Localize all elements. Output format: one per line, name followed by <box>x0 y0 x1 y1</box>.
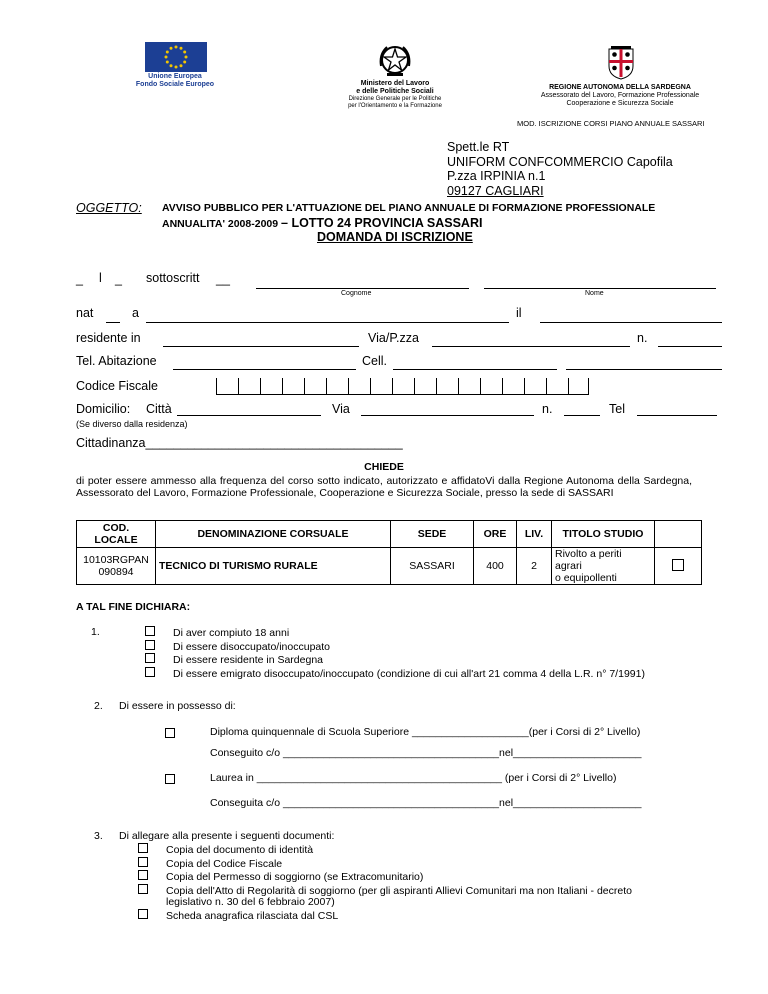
checkbox-permit-copy[interactable] <box>138 870 148 880</box>
residence-street-field[interactable] <box>432 346 630 347</box>
section-1-number: 1. <box>91 626 100 638</box>
gender-l: l <box>99 271 102 285</box>
col-header-education: TITOLO STUDIO <box>552 521 655 548</box>
domicile-city-field[interactable] <box>177 415 321 416</box>
domicile-street-field[interactable] <box>361 415 534 416</box>
home-phone-label: Tel. Abitazione <box>76 354 157 368</box>
cell-select <box>655 548 702 585</box>
list-item: Di aver compiuto 18 anni <box>145 626 645 640</box>
birthdate-field[interactable] <box>540 322 722 323</box>
attachments-list <box>138 843 632 922</box>
domicile-phone-field[interactable] <box>637 415 717 416</box>
list-item: Copia del Codice Fiscale <box>138 857 632 871</box>
birthplace-field[interactable] <box>146 322 509 323</box>
col-header-course: DENOMINAZIONE CORSUALE <box>156 521 391 548</box>
checkbox-diploma[interactable] <box>165 728 175 738</box>
eu-label: Unione Europea Fondo Sociale Europeo <box>135 73 215 88</box>
degree-obtained-field[interactable]: Conseguita c/o _____________________________________nel______________________ <box>210 797 642 809</box>
attachments-label: Di allegare alla presente i seguenti documenti: <box>119 830 335 842</box>
checkbox-age[interactable] <box>145 626 155 636</box>
course-table <box>76 520 702 585</box>
cell-hours: 400 <box>474 548 517 585</box>
declaration-list <box>145 626 645 680</box>
eu-flag-logo <box>145 42 207 72</box>
born-on-label: il <box>516 306 522 320</box>
mobile-label: Cell. <box>362 354 388 368</box>
gender-blank-1[interactable]: _ <box>76 272 83 286</box>
subject-line-2: ANNUALITA' 2008-2009 – LOTTO 24 PROVINCIA SASSARI <box>162 216 483 230</box>
col-header-select <box>655 521 702 548</box>
domicile-phone-label: Tel <box>609 402 625 416</box>
gender-blank-2[interactable]: _ <box>115 272 122 286</box>
phone-extra-field[interactable] <box>566 369 722 370</box>
ministry-label: Ministero del Lavoro e delle Politiche Sociali Direzione Generale per le Politiche per l'Orientamento e la Formazione <box>348 80 442 109</box>
list-item: Di essere residente in Sardegna <box>145 653 645 667</box>
domicile-street-label: Via <box>332 402 350 416</box>
list-item: Di essere disoccupato/inoccupato <box>145 640 645 654</box>
subject-line-1: AVVISO PUBBLICO PER L'ATTUAZIONE DEL PIANO ANNUALE DI FORMAZIONE PROFESSIONALE <box>162 202 656 214</box>
list-item: Copia dell'Atto di Regolarità di soggiorno (per gli aspiranti Allievi Comunitari ma non Italiani - decreto <box>138 884 632 898</box>
possession-label: Di essere in possesso di: <box>119 700 236 712</box>
domicile-number-label: n. <box>542 402 553 416</box>
degree-field[interactable]: Laurea in __________________________________________ (per i Corsi di 2° Livello) <box>210 772 617 784</box>
cell-site: SASSARI <box>391 548 474 585</box>
name-field[interactable] <box>484 288 716 289</box>
checkbox-csl-form[interactable] <box>138 909 148 919</box>
cell-course: TECNICO DI TURISMO RURALE <box>156 548 391 585</box>
checkbox-unemployed[interactable] <box>145 640 155 650</box>
document-title: DOMANDA DI ISCRIZIONE <box>317 230 473 244</box>
col-header-site: SEDE <box>391 521 474 548</box>
section-3-number: 3. <box>94 830 103 842</box>
surname-caption: Cognome <box>341 290 372 297</box>
checkbox-residence-act-copy[interactable] <box>138 884 148 894</box>
name-caption: Nome <box>585 290 604 297</box>
domicile-note: (Se diverso dalla residenza) <box>76 419 188 429</box>
checkbox-tax-code-copy[interactable] <box>138 857 148 867</box>
domicile-label: Domicilio: <box>76 402 131 416</box>
home-phone-field[interactable] <box>173 369 356 370</box>
diploma-obtained-field[interactable]: Conseguito c/o _____________________________________nel______________________ <box>210 747 642 759</box>
residence-number-field[interactable] <box>658 346 722 347</box>
cell-level: 2 <box>517 548 552 585</box>
sardinia-coat-of-arms-logo <box>606 46 636 80</box>
number-label: n. <box>637 331 648 345</box>
citizenship-field[interactable]: Cittadinanza_____________________________________ <box>76 436 403 450</box>
tax-code-boxes[interactable] <box>216 378 589 395</box>
list-item: Copia del Permesso di soggiorno (se Extracomunitario) <box>138 870 632 884</box>
born-label: nat <box>76 306 94 320</box>
list-item: Copia del documento di identità <box>138 843 632 857</box>
italian-emblem-logo <box>375 40 415 80</box>
list-item-continued: legislativo n. 30 del 6 febbraio 2007) <box>166 896 335 908</box>
born-at-label: a <box>132 306 139 320</box>
col-header-hours: ORE <box>474 521 517 548</box>
diploma-field[interactable]: Diploma quinquennale di Scuola Superiore ____________________(per i Corsi di 2° Livello) <box>210 726 641 738</box>
request-text: di poter essere ammesso alla frequenza del corso sotto indicato, autorizzato e affidatoVi dalla Regione Autonoma della Sardegna, Assessorato del Lavoro, Formazione Professionale, Cooperazione e Sicurezza Sociale, presso la sede di SASSARI <box>76 475 692 499</box>
list-item: Di essere emigrato disoccupato/inoccupato (condizione di cui all'art 21 comma 4 della L.R. n° 7/1991) <box>145 667 645 681</box>
col-header-level: LIV. <box>517 521 552 548</box>
list-item: Scheda anagrafica rilasciata dal CSL <box>138 909 632 923</box>
section-2-number: 2. <box>94 700 103 712</box>
tax-code-label: Codice Fiscale <box>76 379 158 393</box>
course-select-checkbox[interactable] <box>672 559 684 571</box>
residence-label: residente in <box>76 331 141 345</box>
gender-blank-3[interactable]: __ <box>216 272 230 286</box>
domicile-number-field[interactable] <box>564 415 600 416</box>
checkbox-degree[interactable] <box>165 774 175 784</box>
sottoscritt-label: sottoscritt <box>146 271 200 285</box>
subject-label: OGGETTO: <box>76 201 142 215</box>
checkbox-emigrant[interactable] <box>145 667 155 677</box>
born-gender-field[interactable] <box>106 322 120 323</box>
checkbox-id-copy[interactable] <box>138 843 148 853</box>
cell-education: Rivolto a periti agrari o equipollenti <box>552 548 655 585</box>
request-title: CHIEDE <box>364 461 404 473</box>
recipient-address: Spett.le RT UNIFORM CONFCOMMERCIO Capofila P.zza IRPINIA n.1 09127 CAGLIARI <box>447 140 673 198</box>
declaration-title: A TAL FINE DICHIARA: <box>76 601 191 613</box>
mobile-field[interactable] <box>393 369 557 370</box>
street-label: Via/P.zza <box>368 331 419 345</box>
surname-field[interactable] <box>256 288 469 289</box>
residence-city-field[interactable] <box>163 346 359 347</box>
cell-code: 10103RGPAN 090894 <box>77 548 156 585</box>
checkbox-resident[interactable] <box>145 653 155 663</box>
form-code: MOD. ISCRIZIONE CORSI PIANO ANNUALE SASSARI <box>517 119 705 128</box>
domicile-city-label: Città <box>146 402 172 416</box>
table-row <box>77 548 702 585</box>
region-label: REGIONE AUTONOMA DELLA SARDEGNA Assessorato del Lavoro, Formazione Professionale Cooperazione e Sicurezza Sociale <box>540 84 700 107</box>
table-header-row <box>77 521 702 548</box>
col-header-code: COD. LOCALE <box>77 521 156 548</box>
